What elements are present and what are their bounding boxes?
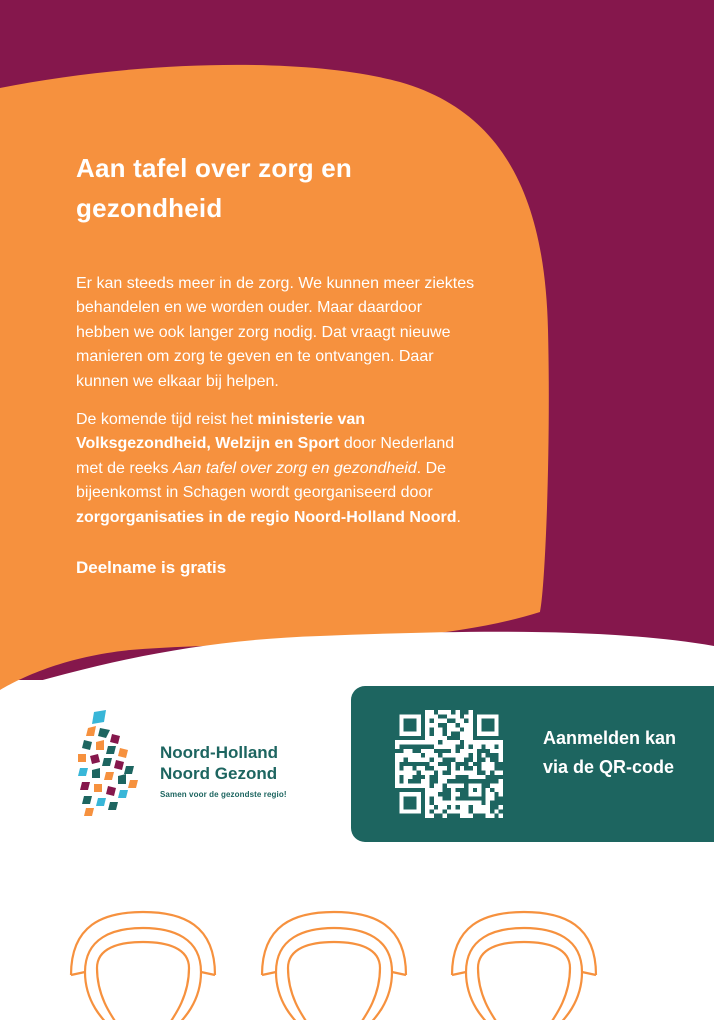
- organization-logo: [74, 708, 334, 826]
- mosaic-logo-icon: [74, 708, 144, 820]
- ministry-name: ministerie van Volksgezondheid, Welzijn en Sport: [76, 411, 366, 453]
- event-text-3: . De bijeenkomst in Schagen wordt georganiseerd door: [76, 459, 447, 502]
- series-name: Aan tafel over zorg en gezondheid: [172, 459, 417, 477]
- chair-icon-3: [452, 912, 596, 1020]
- free-participation-note: Deelname is gratis: [76, 558, 227, 578]
- page-title: Aan tafel over zorg en gezondheid: [76, 153, 353, 223]
- organizers-name: zorgorganisaties in de regio Noord-Holland Noord: [76, 508, 457, 526]
- event-text-1: De komende tijd reist het: [76, 411, 258, 429]
- logo-tagline: Samen voor de gezondste regio!: [160, 790, 287, 799]
- event-text-4: .: [456, 508, 461, 526]
- logo-line-2: Noord Gezond: [160, 764, 278, 783]
- event-text-2: door Nederland met de reeks: [76, 435, 455, 477]
- logo-line-1: Noord-Holland: [160, 743, 279, 762]
- chair-icon-2: [262, 912, 406, 1020]
- chairs-illustration: [0, 900, 714, 1020]
- logo-wordmark: [160, 742, 287, 799]
- qr-code-image: [395, 710, 503, 818]
- signup-instructions: Aanmelden kan via de QR-code: [543, 728, 677, 777]
- signup-panel: [351, 686, 714, 842]
- intro-paragraph: Er kan steeds meer in de zorg. We kunnen meer ziektes behandelen en we worden ouder. Maar daardoor hebben we ook langer zorg nodig. Dat vraagt nieuwe manieren om zorg te geven en te ontvangen. Daar kunnen we elkaar bij helpen.: [76, 275, 475, 390]
- event-paragraph: [76, 408, 476, 530]
- qr-code-icon[interactable]: [395, 710, 503, 818]
- chair-icon-1: [71, 912, 215, 1020]
- article: [76, 148, 486, 580]
